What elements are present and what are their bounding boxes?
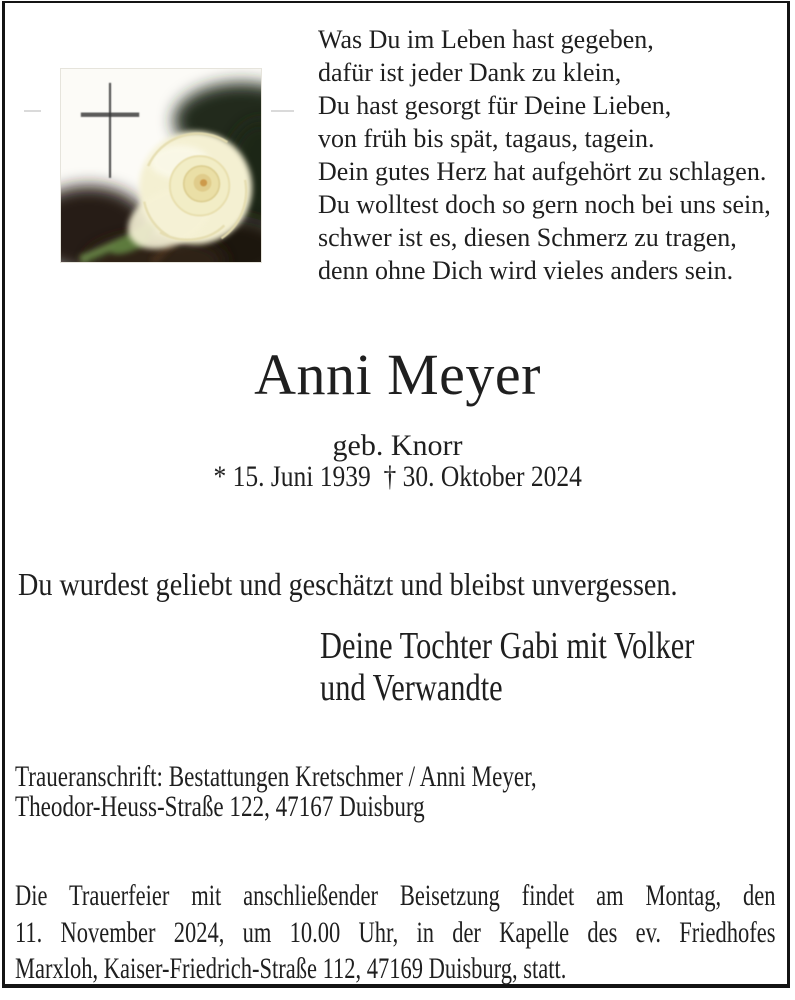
memorial-photo: [60, 68, 262, 263]
life-dates-text: * 15. Juni 1939 † 30. Oktober 2024: [213, 460, 582, 493]
maiden-name: geb. Knorr: [332, 429, 463, 462]
condolence-address-block: [15, 762, 537, 822]
poem-line: Was Du im Leben hast gegeben,: [318, 25, 654, 54]
poem-line: denn ohne Dich wird vieles anders sein.: [318, 256, 734, 285]
mourners-line: und Verwandte: [320, 667, 503, 709]
life-dates: [0, 461, 795, 493]
deceased-name: Anni Meyer: [254, 342, 541, 407]
funeral-line: Marxloh, Kaiser-Friedrich-Straße 112, 47169 Duisburg, statt.: [15, 952, 567, 985]
rose-and-cross-image: [61, 69, 261, 262]
poem-line: Dein gutes Herz hat aufgehört zu schlagen.: [318, 157, 767, 186]
funeral-line: Die Trauerfeier mit anschließender Beisetzung findet am Montag, den: [15, 879, 776, 912]
address-line: Traueranschrift: Bestattungen Kretschmer / Anni Meyer,: [15, 760, 537, 793]
poem-line: schwer ist es, diesen Schmerz zu tragen,: [318, 223, 737, 252]
condolence-poem: [318, 23, 771, 287]
tribute-line: Du wurdest geliebt und geschätzt und bleibst unvergessen.: [18, 566, 678, 602]
poem-line: dafür ist jeder Dank zu klein,: [318, 58, 622, 87]
funeral-details-block: [15, 878, 776, 988]
funeral-line: 11. November 2024, um 10.00 Uhr, in der Kapelle des ev. Friedhofes: [15, 915, 776, 949]
mourners-line: Deine Tochter Gabi mit Volker: [320, 625, 695, 667]
scan-artifact-dash-left: [24, 110, 41, 112]
address-line: Theodor-Heuss-Straße 122, 47167 Duisburg: [15, 790, 425, 823]
scan-artifact-dash-right: [271, 110, 294, 112]
poem-line: Du wolltest doch so gern noch bei uns sein,: [318, 190, 771, 219]
poem-line: Du hast gesorgt für Deine Lieben,: [318, 91, 672, 120]
poem-line: von früh bis spät, tagaus, tagein.: [318, 124, 655, 153]
mourners-block: [320, 625, 694, 709]
